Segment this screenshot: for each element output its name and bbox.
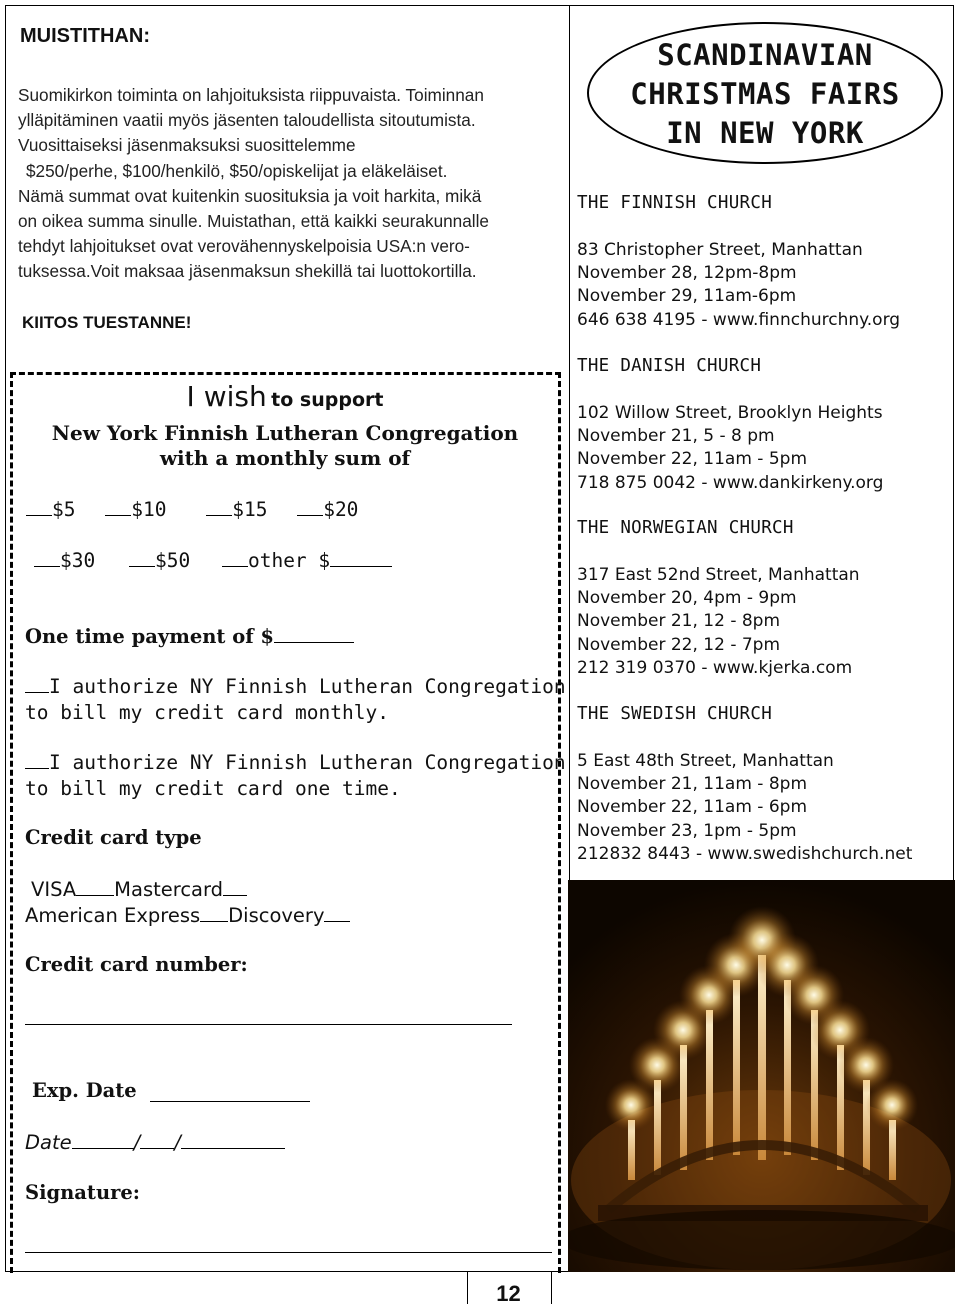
fairs-heading: [587, 36, 943, 153]
reminder-line: Nämä summat ovat kuitenkin suosituksia ja voit harkita, mikä: [18, 185, 482, 206]
church-name-danish: THE DANISH CHURCH: [577, 356, 762, 376]
candle-arch-photo: [568, 880, 955, 1272]
amount-30-blank[interactable]: [34, 548, 60, 567]
date-label: Date: [25, 1131, 72, 1154]
amount-other-blank[interactable]: [222, 548, 248, 567]
card-type-label: Credit card type: [25, 826, 202, 849]
church-info-norwegian: [577, 564, 860, 680]
authorize-monthly-line-1: I authorize NY Finnish Lutheran Congregation: [49, 675, 566, 698]
church-name-swedish: THE SWEDISH CHURCH: [577, 704, 773, 724]
page-number: 12: [496, 1281, 521, 1306]
church-name-finnish: THE FINNISH CHURCH: [577, 193, 773, 213]
church-contact: 718 875 0042 - www.dankirkeny.org: [577, 472, 884, 493]
church-contact: 212 319 0370 - www.kjerka.com: [577, 657, 853, 678]
card-number-field[interactable]: [25, 1006, 512, 1025]
church-date: November 21, 11am - 8pm: [577, 774, 807, 795]
amount-other-label: other $: [247, 549, 331, 572]
fairs-heading-line: IN NEW YORK: [666, 116, 864, 150]
signature-field[interactable]: [25, 1234, 552, 1253]
church-address: 83 Christopher Street, Manhattan: [577, 240, 863, 260]
visa-label: VISA: [31, 878, 77, 901]
church-contact: 646 638 4195 - www.finnchurchny.org: [577, 309, 901, 330]
reminder-line: Vuosittaiseksi jäsenmaksuksi suosittelemme: [18, 135, 356, 156]
date-month-field[interactable]: [72, 1130, 134, 1149]
amex-blank[interactable]: [200, 903, 228, 922]
authorize-monthly-line-2: to bill my credit card monthly.: [25, 701, 389, 724]
card-type-options: [25, 877, 350, 929]
thanks-text: KIITOS TUESTANNE!: [22, 313, 192, 332]
visa-blank[interactable]: [76, 877, 114, 896]
church-date: November 22, 11am - 5pm: [577, 449, 807, 470]
church-date: November 23, 1pm - 5pm: [577, 820, 797, 841]
church-info-finnish: [577, 239, 900, 332]
congregation-heading: [0, 421, 570, 471]
amounts-row-1: [26, 497, 358, 521]
church-date: November 22, 12 - 7pm: [577, 634, 781, 655]
congregation-name: New York Finnish Lutheran Congregation: [51, 421, 519, 445]
church-info-danish: [577, 402, 883, 495]
church-contact: 212832 8443 - www.swedishchurch.net: [577, 843, 913, 864]
church-date: November 28, 12pm-8pm: [577, 263, 797, 284]
reminder-line: ylläpitäminen vaatii myös jäsenten taloudellista sitoutumista.: [18, 110, 476, 131]
reminder-title: MUISTITHAN:: [20, 25, 150, 47]
reminder-line: on oikea summa sinulle. Muistathan, että kaikki seurakunnalle: [18, 211, 489, 232]
amount-50-blank[interactable]: [129, 548, 155, 567]
wish-heading: [0, 380, 570, 413]
one-time-amount-field[interactable]: [274, 624, 354, 643]
authorize-once-line-1: I authorize NY Finnish Lutheran Congregation: [49, 751, 566, 774]
church-date: November 21, 5 - 8 pm: [577, 426, 775, 447]
one-time-payment-row: [25, 624, 354, 649]
mastercard-blank[interactable]: [223, 877, 247, 896]
reminder-line: $250/perhe, $100/henkilö, $50/opiskelijat ja eläkeläiset.: [26, 160, 448, 181]
amounts-row-2: [34, 548, 392, 572]
wish-big: I wish: [186, 380, 267, 413]
fairs-heading-line: CHRISTMAS FAIRS: [630, 77, 900, 111]
discovery-blank[interactable]: [324, 903, 350, 922]
church-info-swedish: [577, 750, 912, 866]
exp-date-label: Exp. Date: [32, 1079, 137, 1102]
date-row: [25, 1130, 285, 1154]
church-date: November 20, 4pm - 9pm: [577, 588, 797, 609]
mastercard-label: Mastercard: [114, 878, 224, 901]
amount-10-blank[interactable]: [105, 497, 131, 516]
amount-option: $50: [154, 549, 191, 572]
card-number-label: Credit card number:: [25, 953, 248, 976]
amount-option: $15: [232, 498, 268, 521]
other-amount-field[interactable]: [330, 548, 392, 567]
amex-label: American Express: [25, 904, 201, 927]
amount-option: $10: [131, 498, 167, 521]
authorize-once: [25, 750, 566, 802]
authorize-monthly: [25, 674, 566, 726]
amount-5-blank[interactable]: [26, 497, 52, 516]
monthly-sum-label: with a monthly sum of: [159, 446, 411, 470]
amount-option: $5: [52, 498, 76, 521]
reminder-line: tehdyt lahjoitukset ovat verovähennyskelpoisia USA:n vero-: [18, 236, 470, 257]
reminder-line: Suomikirkon toiminta on lahjoituksista riippuvaista. Toiminnan: [18, 85, 484, 105]
reminder-line: tuksessa.Voit maksaa jäsenmaksun shekillä tai luottokortilla.: [18, 261, 477, 282]
amount-15-blank[interactable]: [206, 497, 232, 516]
date-slash: /: [174, 1131, 181, 1154]
date-slash: /: [133, 1131, 141, 1154]
church-name-norwegian: THE NORWEGIAN CHURCH: [577, 518, 794, 538]
wish-small: to support: [271, 389, 384, 411]
authorize-once-checkbox[interactable]: [25, 750, 49, 769]
one-time-label: One time payment of $: [25, 625, 274, 648]
church-date: November 21, 12 - 8pm: [577, 611, 781, 632]
signature-label: Signature:: [25, 1181, 141, 1204]
amount-option: $20: [323, 498, 359, 521]
authorize-monthly-checkbox[interactable]: [25, 674, 49, 693]
reminder-paragraph: [18, 83, 566, 285]
date-year-field[interactable]: [181, 1130, 285, 1149]
church-date: November 22, 11am - 6pm: [577, 797, 807, 818]
fairs-heading-line: SCANDINAVIAN: [657, 38, 873, 72]
amount-20-blank[interactable]: [297, 497, 323, 516]
date-day-field[interactable]: [140, 1130, 174, 1149]
church-address: 5 East 48th Street, Manhattan: [577, 751, 834, 771]
church-date: November 29, 11am-6pm: [577, 286, 797, 307]
discovery-label: Discovery: [228, 904, 325, 927]
exp-date-field[interactable]: [150, 1083, 310, 1102]
authorize-once-line-2: to bill my credit card one time.: [25, 777, 401, 800]
church-address: 102 Willow Street, Brooklyn Heights: [577, 403, 883, 423]
amount-option: $30: [60, 549, 96, 572]
church-address: 317 East 52nd Street, Manhattan: [577, 565, 860, 585]
